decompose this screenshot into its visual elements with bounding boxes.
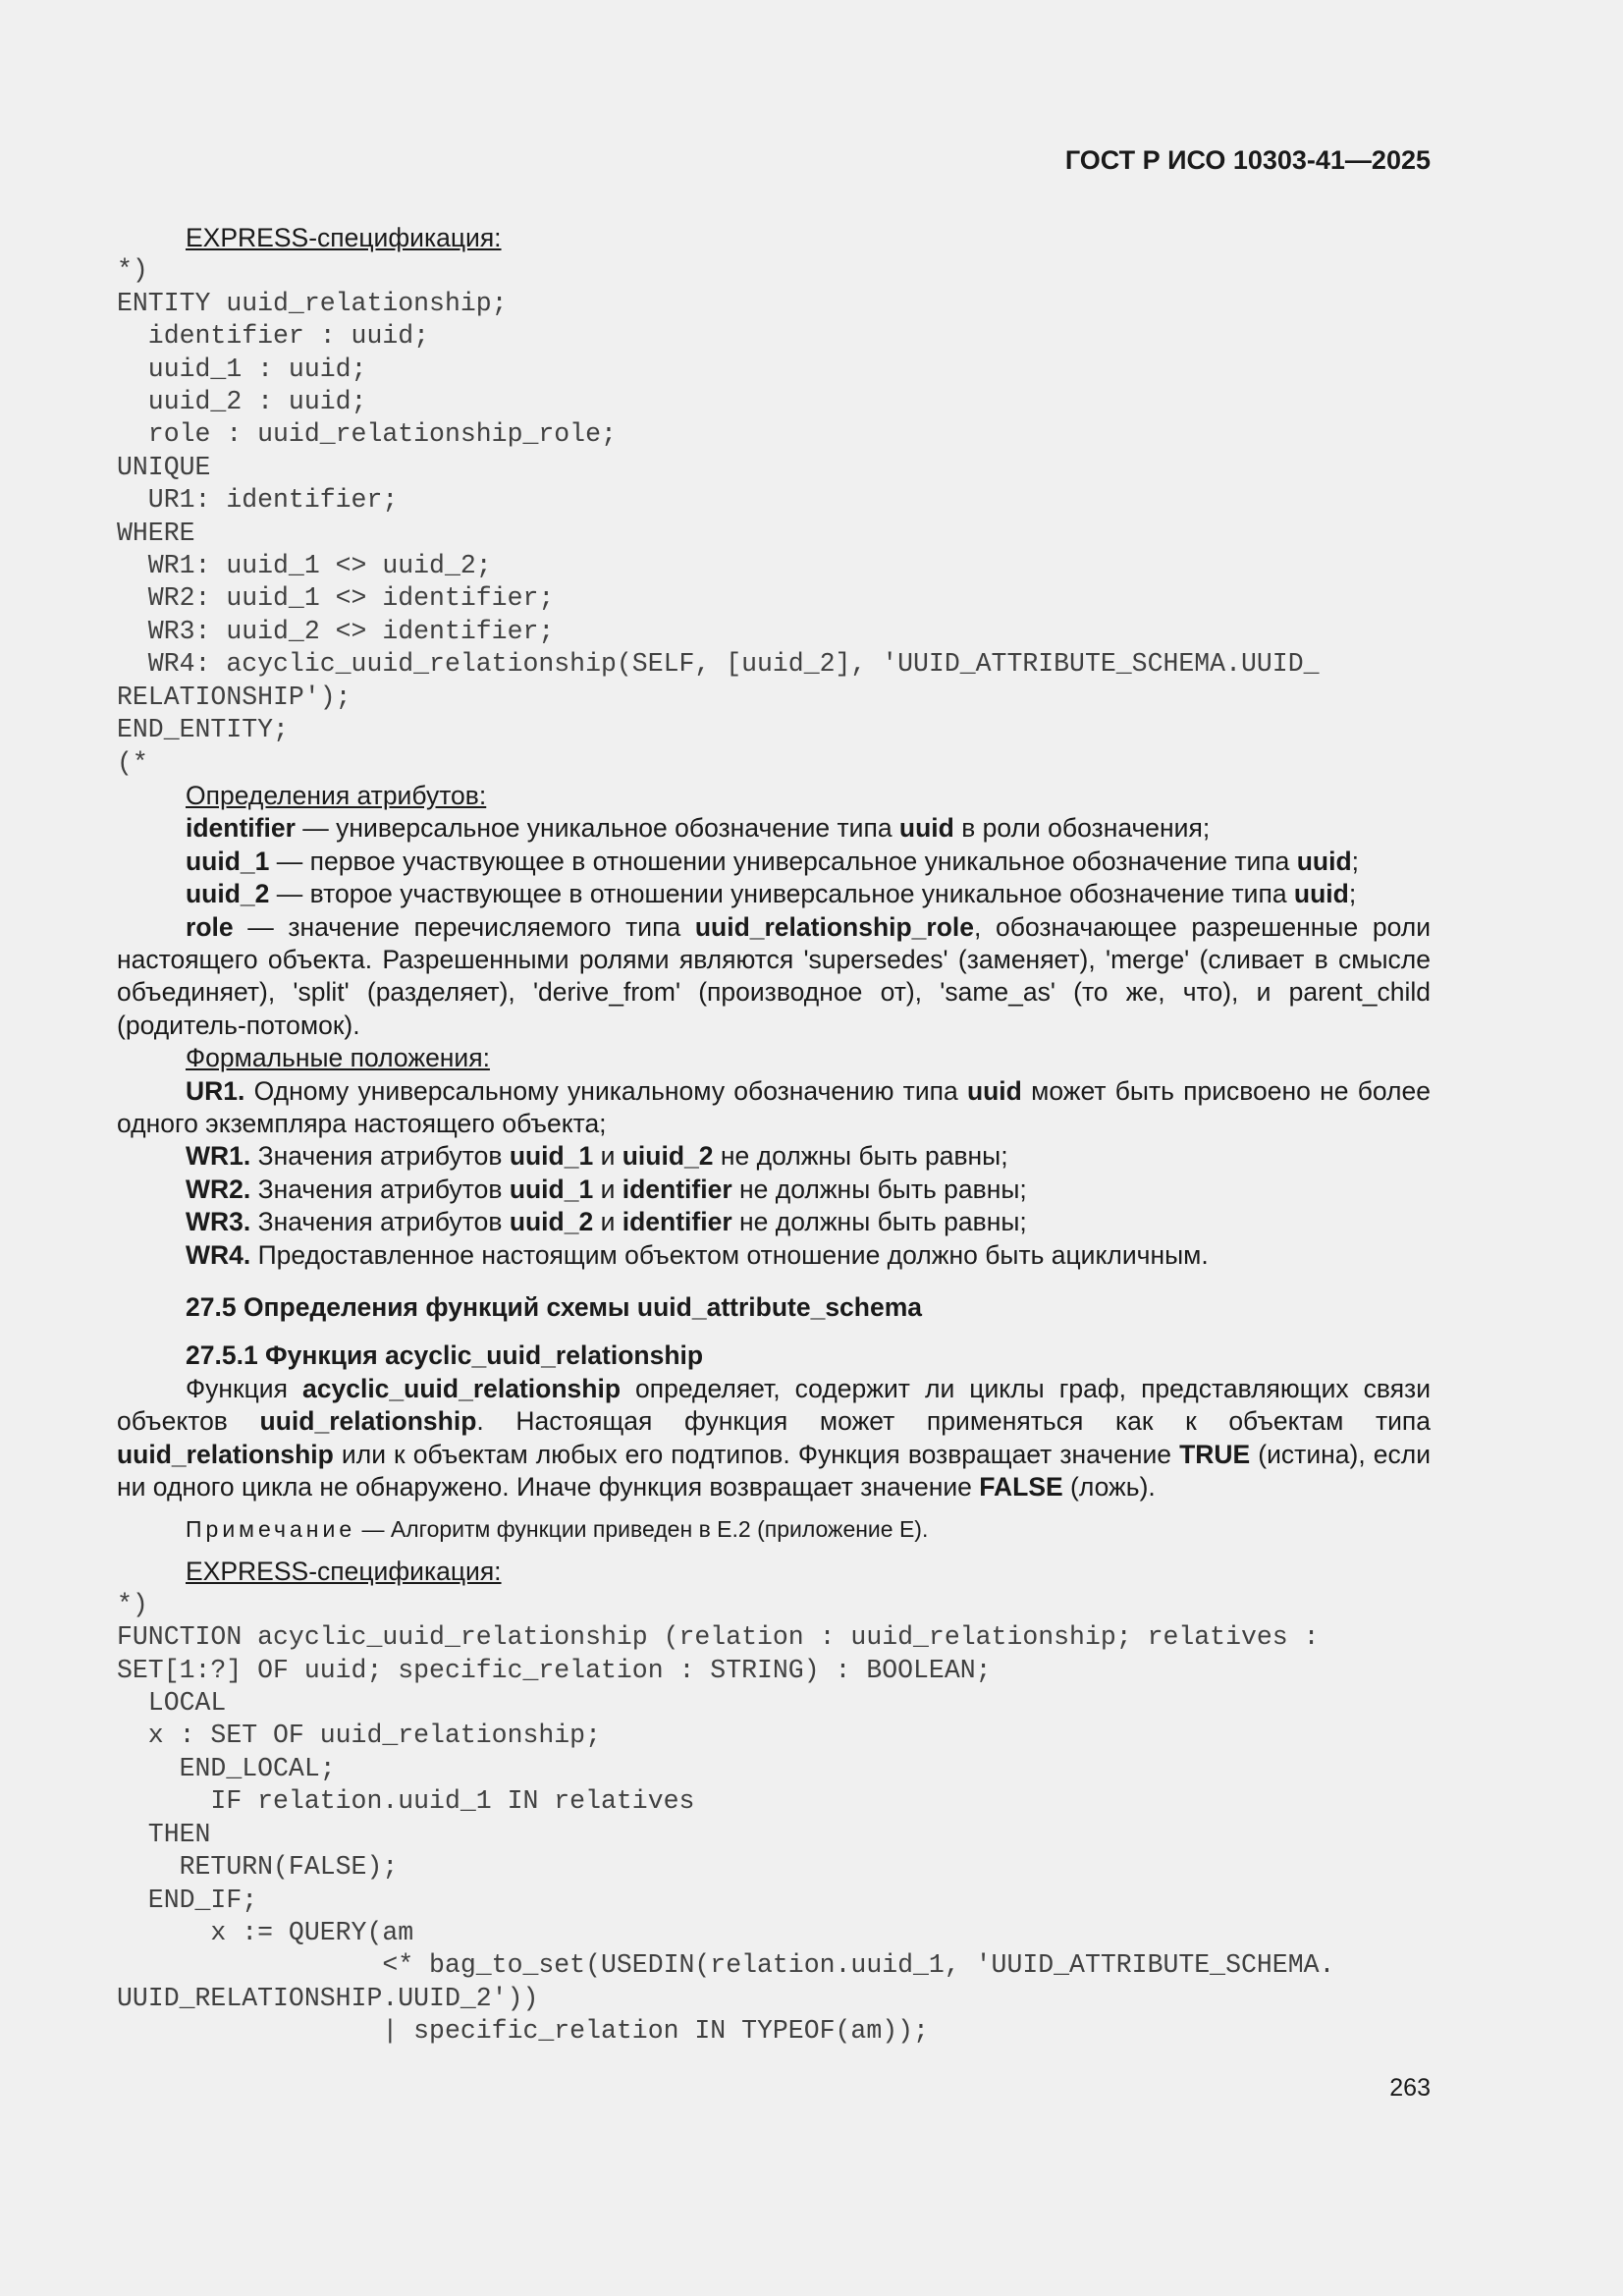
attr-uuid-1: uuid_1 — первое участвующее в отношении универсальное уникальное обозначение типа uuid; [186,846,1360,876]
rule-wr2: WR2. Значения атрибутов uuid_1 и identifier не должны быть равны; [186,1174,1027,1204]
note-label: Примечание [186,1516,356,1543]
note [117,1513,1431,1546]
express-spec-label-2: EXPRESS-спецификация: [186,1557,502,1587]
page-number: 263 [1389,2074,1431,2102]
entity-code-block: *) ENTITY uuid_relationship; identifier : uuid; uuid_1 : uuid; uuid_2 : uuid; role : uuid_relationship_role; UNIQUE UR1: identifier; WHERE WR1: uuid_1 <> uuid_2; WR2: uuid_1 <> identifier; WR3: uuid_2 <> identifier; WR4: acyclic_uuid_relationship(SELF, [uuid_2], 'UUID_ATTRIBUTE_SCHEMA.UUID_ RELATIONSHIP'); END_ENTITY; (* [117,255,1320,778]
section-heading-27-5-1: 27.5.1 Функция acyclic_uuid_relationship [186,1340,704,1371]
section-heading-27-5: 27.5 Определения функций схемы uuid_attribute_schema [186,1292,923,1322]
note-text: — Алгоритм функции приведен в Е.2 (приложение Е). [355,1516,929,1543]
function-code-block: *) FUNCTION acyclic_uuid_relationship (relation : uuid_relationship; relatives : SET[1:?] OF uuid; specific_relation : STRING) : BOOLEAN; LOCAL x : SET OF uuid_relationship; END_LOCAL; IF relation.uuid_1 IN relatives THEN RETURN(FALSE); END_IF; x := QUERY(am <* bag_to_set(USEDIN(relation.uuid_1, 'UUID_ATTRIBUTE_SCHEMA. UUID_RELATIONSHIP.UUID_2')) | specific_relation IN TYPEOF(am)); [117,1589,1335,2047]
rule-wr4: WR4. Предоставленное настоящим объектом отношение должно быть ацикличным. [186,1239,1209,1270]
express-spec-label: EXPRESS-спецификация: [186,223,502,252]
attr-identifier: identifier — универсальное уникальное обозначение типа uuid в роли обозначения; [186,813,1211,844]
function-description: Функция acyclic_uuid_relationship определяет, содержит ли циклы граф, представляющих связи объектов uuid_relationship. Настоящая функция может применяться как к объектам типа uuid_relationship или к объектам любых его подтипов. Функция возвращает значение TRUE (истина), если ни одного цикла не обнаружено. Иначе функция возвращает значение FALSE (ложь). [117,1373,1432,1503]
document-header: ГОСТ Р ИСО 10303-41—2025 [1064,145,1431,175]
rule-wr3: WR3. Значения атрибутов uuid_2 и identifier не должны быть равны; [186,1207,1027,1237]
attr-role: role — значение перечисляемого типа uuid_relationship_role, обозначающее разрешенные роли настоящего объекта. Разрешенными ролями являются 'supersedes' (заменяет), 'merge' (сливает в смысле объединяет), 'split' (разделяет), 'derive_from' (производное от), 'same_as' (то же, что), и parent_child (родитель-потомок). [117,911,1431,1040]
rule-wr1: WR1. Значения атрибутов uuid_1 и uiuid_2 не должны быть равны; [186,1141,1008,1172]
rule-ur1: UR1. Одному универсальному уникальному обозначению типа uuid может быть присвоено не более одного экземпляра настоящего объекта; [117,1075,1431,1138]
page-content [117,222,1431,2049]
formal-heading: Формальные положения: [186,1043,490,1073]
attr-uuid-2: uuid_2 — второе участвующее в отношении универсальное уникальное обозначение типа uuid; [186,879,1357,909]
attributes-heading: Определения атрибутов: [186,780,487,810]
